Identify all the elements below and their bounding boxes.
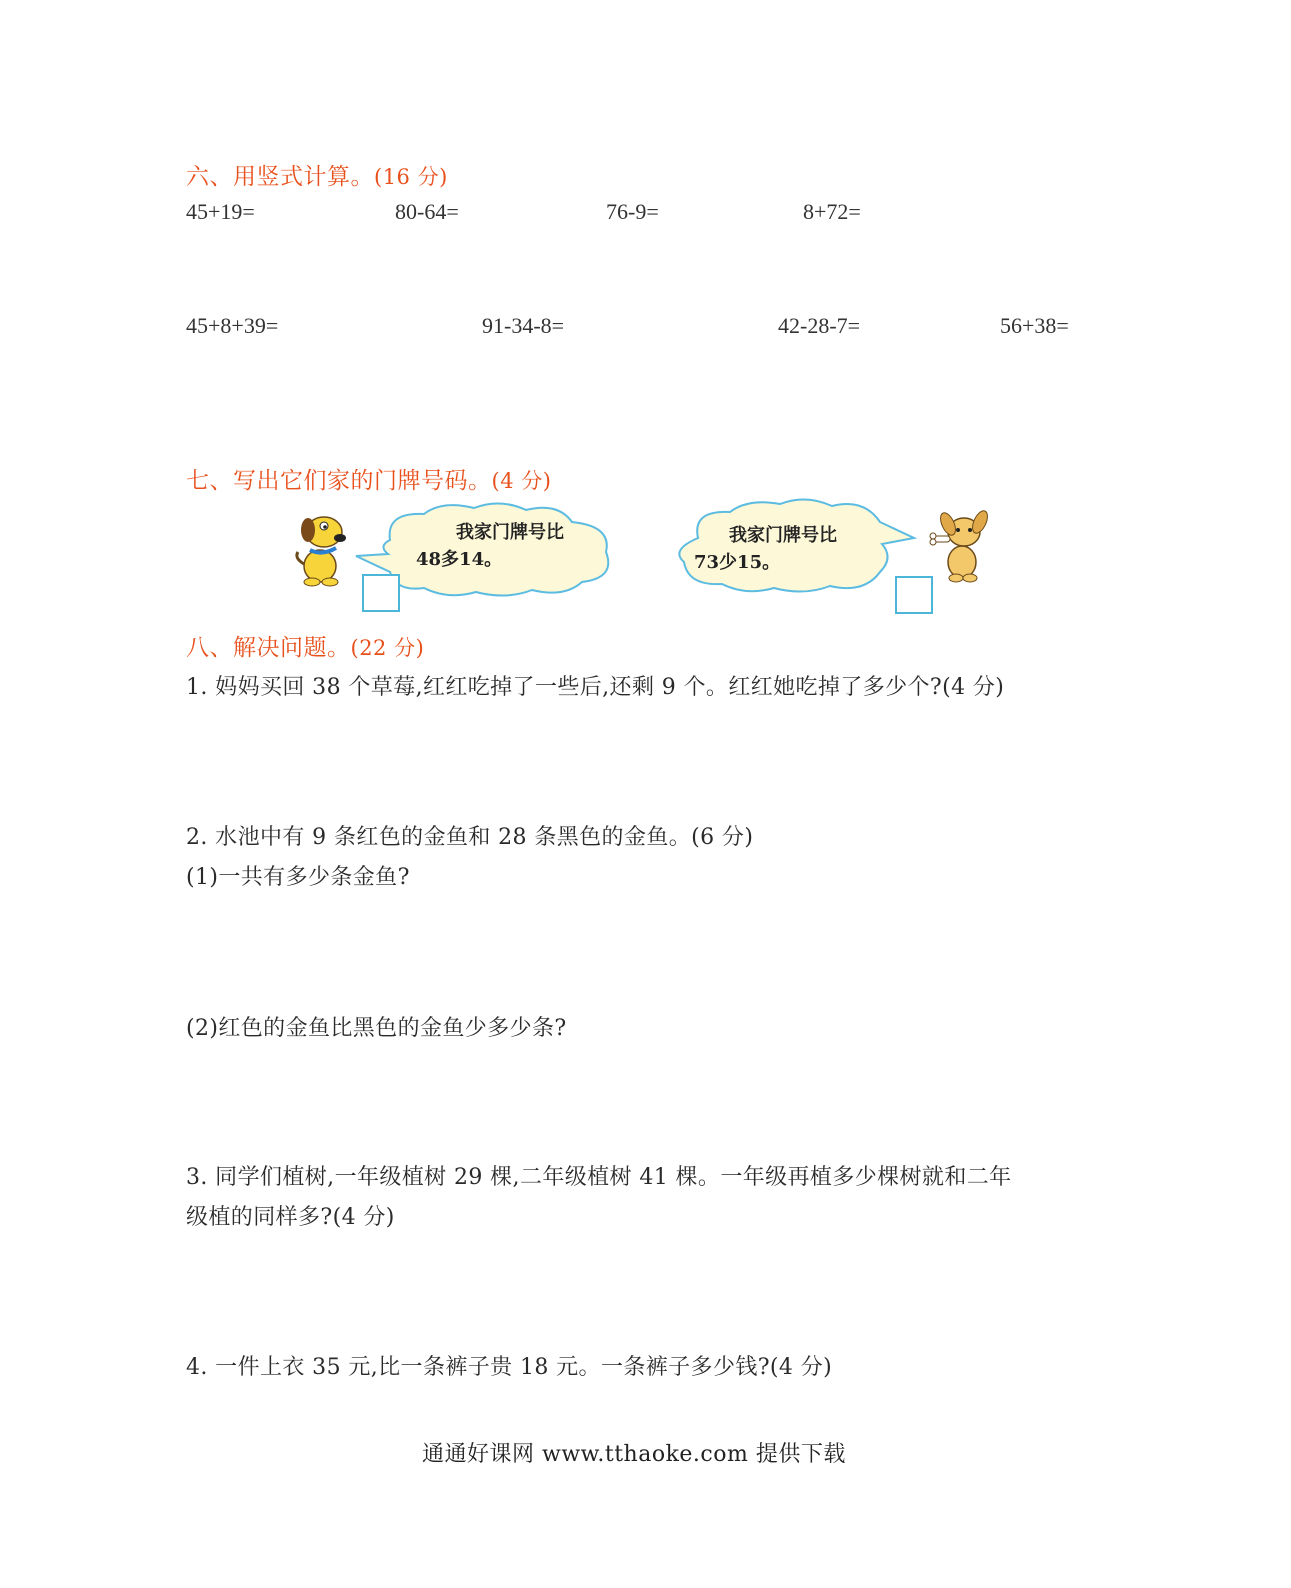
calc-5: 45+8+39= xyxy=(186,313,279,338)
answer-box-left[interactable] xyxy=(362,574,400,612)
section-7-score: (4 分) xyxy=(491,469,552,493)
section-8-heading xyxy=(186,629,424,662)
section-8-title: 八、解决问题。 xyxy=(186,635,351,661)
left-cloud-line2: 48多14。 xyxy=(416,549,503,570)
dog-left-illustration xyxy=(290,508,354,588)
calc-1: 45+19= xyxy=(186,199,255,224)
dog-right-illustration xyxy=(928,508,992,584)
section-6-title: 六、用竖式计算。 xyxy=(186,164,374,190)
question-2: 2. 水池中有 9 条红色的金鱼和 28 条黑色的金鱼。(6 分) xyxy=(186,825,754,850)
calc-7: 42-28-7= xyxy=(778,313,861,338)
question-2-part-2: (2)红色的金鱼比黑色的金鱼少多少条? xyxy=(186,1016,567,1041)
footer-credit: 通通好课网 www.tthaoke.com 提供下载 xyxy=(422,1442,846,1467)
section-7-heading xyxy=(186,462,551,495)
calc-3: 76-9= xyxy=(606,199,659,224)
question-1: 1. 妈妈买回 38 个草莓,红红吃掉了一些后,还剩 9 个。红红她吃掉了多少个?(4 分) xyxy=(186,675,1005,700)
section-8-score: (22 分) xyxy=(350,636,425,660)
calc-8: 56+38= xyxy=(1000,313,1069,338)
calc-2: 80-64= xyxy=(395,199,459,224)
question-2-part-1: (1)一共有多少条金鱼? xyxy=(186,865,410,890)
section-6-heading xyxy=(186,158,448,191)
left-cloud-line1: 我家门牌号比 xyxy=(456,522,564,543)
section-6-score: (16 分) xyxy=(374,165,448,189)
section-7-title: 七、写出它们家的门牌号码。 xyxy=(186,468,492,494)
right-cloud-line2: 73少15。 xyxy=(694,552,781,573)
question-3-line-2: 级植的同样多?(4 分) xyxy=(186,1205,395,1230)
question-3-line-1: 3. 同学们植树,一年级植树 29 棵,二年级植树 41 棵。一年级再植多少棵树就和二年 xyxy=(186,1165,1012,1190)
right-cloud-line1: 我家门牌号比 xyxy=(729,525,837,546)
calc-6: 91-34-8= xyxy=(482,313,565,338)
question-4: 4. 一件上衣 35 元,比一条裤子贵 18 元。一条裤子多少钱?(4 分) xyxy=(186,1355,833,1380)
calc-4: 8+72= xyxy=(803,199,861,224)
